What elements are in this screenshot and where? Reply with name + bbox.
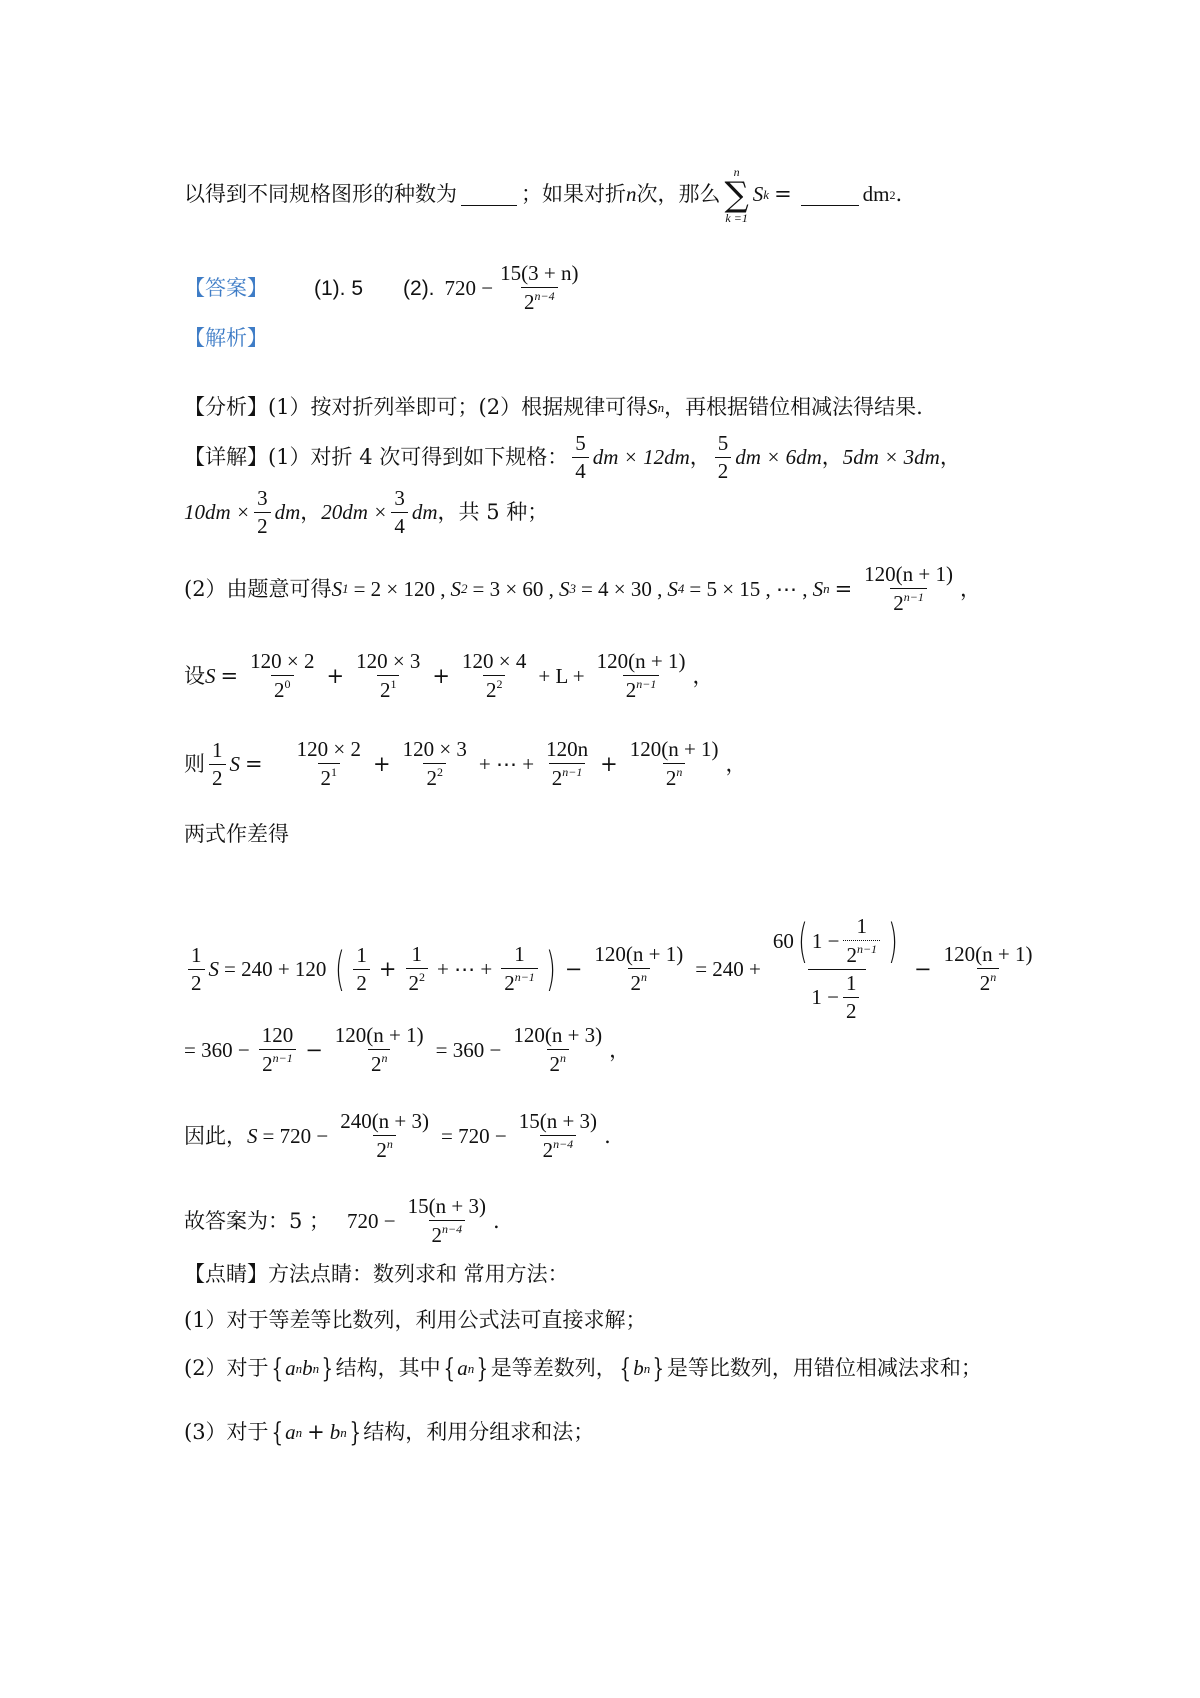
final-answer-line: 故答案为：5 ； 720 − $\frac{15(n + 3)}{2^{n-4}}$ . (184, 1194, 500, 1248)
size-5a: 20dm × (321, 500, 388, 524)
size-4a: 10dm × (184, 500, 251, 524)
tips-text: 【点睛】方法点睛：数列求和 常用方法： (184, 1262, 569, 1286)
xiangjie-line (184, 432, 1044, 483)
xiangjie-text: 【详解】(1）对折 4 次可得到如下规格： (184, 445, 569, 469)
difference-line: $\frac{1}{2}$ S = 240 + 120 ( $\frac{1}{2}$ + $\frac{1}{2^2}$ + ⋯ + $\frac{1}{2^{n-1}}$ ) − $\frac{120(n + 1)}{2^n}$ = 240 + 60 ( 1 − $\frac{1}{2^{n-1}}$ ) 1 − $\frac{1}{2}$ − $\frac{120(n + 1)}{2^n}$ (184, 915, 1044, 1023)
var-S: S (647, 395, 658, 419)
sn-fraction: $\frac{120(n + 1)}{2^{n-1}}$ (864, 562, 954, 616)
var-n: n (626, 182, 637, 207)
fenxi-line (184, 395, 1044, 420)
question-text-c: 次，那么 (636, 182, 721, 207)
part2-line: (2）由题意可得 S 1 = 2 × 120 , S 2 = 3 × 60 , S 3 = 4 × 30 , S 4 = 5 × 15 , ⋯ , S n = $\frac{120(n + 1)}{2^{n-1}}$ ， (184, 562, 982, 616)
sep: ， (300, 500, 322, 524)
sep: ， (821, 445, 843, 469)
therefore-line: 因此， S = 720 − $\frac{240(n + 3)}{2^n}$ = 720 − $\frac{15(n + 3)}{2^{n-4}}$ . (184, 1109, 611, 1163)
term-1: $\frac{120 \times 2}{2^1}$ (296, 737, 361, 791)
xiangjie-line-2 (184, 487, 1044, 538)
part2-text: (2）由题意可得 (184, 576, 332, 601)
sub-k: k (763, 187, 770, 203)
size-3: 5dm × 3dm (842, 445, 940, 469)
answer-blank-2 (801, 185, 859, 206)
method-1-text: (1）对于等差等比数列，利用公式法可直接求解； (184, 1308, 647, 1332)
size-4b: dm (274, 500, 301, 524)
define-text: 设 (184, 663, 205, 688)
s3-value: = 4 × 30 , (580, 576, 663, 601)
half-S-line: 则 $\frac{1}{2}$ S = $\frac{120 \times 2}{2^1}$ + $\frac{120 \times 3}{2^2}$ + ⋯ + $\frac{120n}{2^{n-1}}$ + $\frac{120(n + 1)}{2^n}$ ， (184, 737, 747, 791)
s4-value: = 5 × 15 , ⋯ , (689, 576, 808, 601)
term-n-1: $\frac{120n}{2^{n-1}}$ (546, 737, 589, 791)
answer-label: 【答案】 (184, 275, 268, 300)
answer-line (184, 262, 1044, 314)
term-n: $\frac{120(n + 1)}{2^n}$ (629, 737, 719, 791)
method-2: (2）对于 { a n b n } 结构，其中 { a n } 是等差数列， { b n } 是等比数列，用错位相减法求和； (184, 1354, 982, 1384)
therefore-text: 因此， (184, 1123, 247, 1148)
xiangjie-end: ，共 5 种； (437, 500, 549, 524)
fraction-5-4: $\frac{5}{4}$ (572, 432, 589, 483)
sigma-symbol: ∑ (724, 175, 749, 215)
define-S-line: 设 S = $\frac{120 \times 2}{2^0}$ + $\frac{120 \times 3}{2^1}$ + $\frac{120 \times 4}{2^2}$ + L + $\frac{120(n + 1)}{2^{n-1}}$ ， (184, 649, 714, 703)
term-3: $\frac{120 \times 4}{2^2}$ (462, 649, 527, 703)
question-line (184, 166, 1044, 224)
answer-value: 720 − (444, 275, 494, 300)
final-answer-text: 故答案为：5 ； (184, 1208, 331, 1233)
tips-heading (184, 1262, 1044, 1287)
analysis-heading (184, 326, 1044, 351)
subtract-text (184, 822, 1044, 847)
question-text-b: ；如果对折 (521, 182, 626, 207)
s2-value: = 3 × 60 , (472, 576, 554, 601)
answer-part-2: (2). (403, 276, 435, 300)
method-1 (184, 1308, 1044, 1333)
sigma-upper: n (733, 165, 740, 179)
fenxi-text-a: 【分析】(1）按对折列举即可；(2）根据规律可得 (184, 395, 648, 419)
unit: dm (862, 182, 890, 207)
answer-fraction: $\frac{15(3 + n)}{2^{n-4}}$ (500, 261, 579, 315)
size-5b: dm (411, 500, 438, 524)
term-2: $\frac{120 \times 3}{2^2}$ (402, 737, 467, 791)
fraction-5-2: $\frac{5}{2}$ (715, 432, 732, 483)
geometric-sum-fraction: 60 ( 1 − $\frac{1}{2^{n-1}}$ ) 1 − $\frac{1}{2}$ (772, 914, 898, 1024)
term-n: $\frac{120(n + 1)}{2^{n-1}}$ (596, 649, 686, 703)
question-text-a: 以得到不同规格图形的种数为 (184, 182, 457, 207)
ze-text: 则 (184, 751, 205, 776)
period: . (895, 182, 903, 207)
var-S: S (752, 182, 764, 207)
answer-part-1: (1). 5 (314, 276, 364, 300)
size-1: dm × 12dm (592, 445, 690, 469)
s1-value: = 2 × 120 , (353, 576, 446, 601)
method-3: (3）对于 { a n + b n } 结构，利用分组求和法； (184, 1418, 595, 1448)
term-2: $\frac{120 \times 3}{2^1}$ (356, 649, 421, 703)
ellipsis-plus: + L + (538, 663, 585, 688)
analysis-label: 【解析】 (184, 326, 268, 350)
sep: ， (939, 445, 961, 469)
term-1: $\frac{120 \times 2}{2^0}$ (250, 649, 315, 703)
sigma-sum (725, 166, 749, 224)
size-2: dm × 6dm (735, 445, 822, 469)
sep: ， (689, 445, 711, 469)
simplify-line: = 360 − $\frac{120}{2^{n-1}}$ − $\frac{120(n + 1)}{2^n}$ = 360 − $\frac{120(n + 3)}{2^n}$ ， (184, 1023, 631, 1077)
fenxi-text-b: ，再根据错位相减法得结果. (664, 395, 923, 419)
fraction-3-2: $\frac{3}{2}$ (254, 487, 271, 538)
unit-exponent: 2 (889, 187, 896, 202)
answer-blank-1 (461, 185, 517, 206)
equals: = (774, 182, 792, 207)
sub-n: n (657, 399, 665, 415)
fraction-3-4: $\frac{3}{4}$ (391, 487, 408, 538)
subtract-label: 两式作差得 (184, 822, 289, 846)
sigma-lower: k =1 (725, 211, 748, 225)
